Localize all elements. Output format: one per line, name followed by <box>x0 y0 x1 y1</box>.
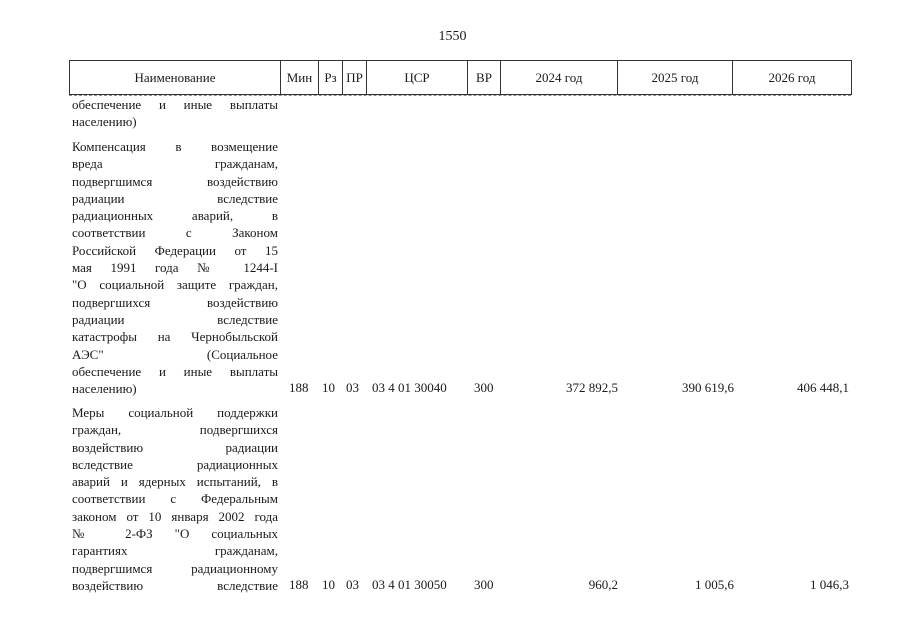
cell-rz: 10 <box>322 577 335 592</box>
cell-pr: 03 <box>346 380 359 395</box>
cell-csr: 03 4 01 30040 <box>372 380 447 395</box>
cell-2024: 960,2 <box>588 577 618 592</box>
cell-min: 188 <box>289 577 309 592</box>
cell-2025: 390 619,6 <box>682 380 734 395</box>
cell-vr: 300 <box>474 577 494 592</box>
cell-2026: 406 448,1 <box>797 380 849 395</box>
page-number: 1550 <box>438 29 467 44</box>
header-2024: 2024 год <box>501 61 618 95</box>
row-name: обеспечение и иные выплаты населению) <box>72 97 278 130</box>
header-min: Мин <box>281 61 319 95</box>
row-name: Компенсация в возмещение вреда гражданам, подвергшимся воздействию радиации вследствие радиационных аварий, в соответствии с Законом Российской Федерации от 15 мая 1991 года № 1244-I "О социальной защите граждан, подвергшихся воздействию радиации вследствие катастрофы на Чернобыльской АЭС" (Социальное обеспечение и иные выплаты населению) <box>72 139 278 397</box>
cell-vr: 300 <box>474 380 494 395</box>
cell-2024: 372 892,5 <box>566 380 618 395</box>
header-vr: ВР <box>468 61 501 95</box>
cell-rz: 10 <box>322 380 335 395</box>
cell-min: 188 <box>289 380 309 395</box>
table-header <box>69 60 852 95</box>
header-csr: ЦСР <box>367 61 468 95</box>
cell-pr: 03 <box>346 577 359 592</box>
cell-csr: 03 4 01 30050 <box>372 577 447 592</box>
header-pr: ПР <box>343 61 367 95</box>
header-2025: 2025 год <box>618 61 733 95</box>
cell-2026: 1 046,3 <box>810 577 849 592</box>
header-rz: Рз <box>319 61 343 95</box>
header-name: Наименование <box>70 61 281 95</box>
header-2026: 2026 год <box>733 61 852 95</box>
row-name: Меры социальной поддержки граждан, подвергшихся воздействию радиации вследствие радиационных аварий и ядерных испытаний, в соответствии с Федеральным законом от 10 января 2002 года № 2-ФЗ "О социальных гарантиях гражданам, подвергшимся радиационному воздействию вследствие <box>72 405 278 593</box>
cell-2025: 1 005,6 <box>695 577 734 592</box>
